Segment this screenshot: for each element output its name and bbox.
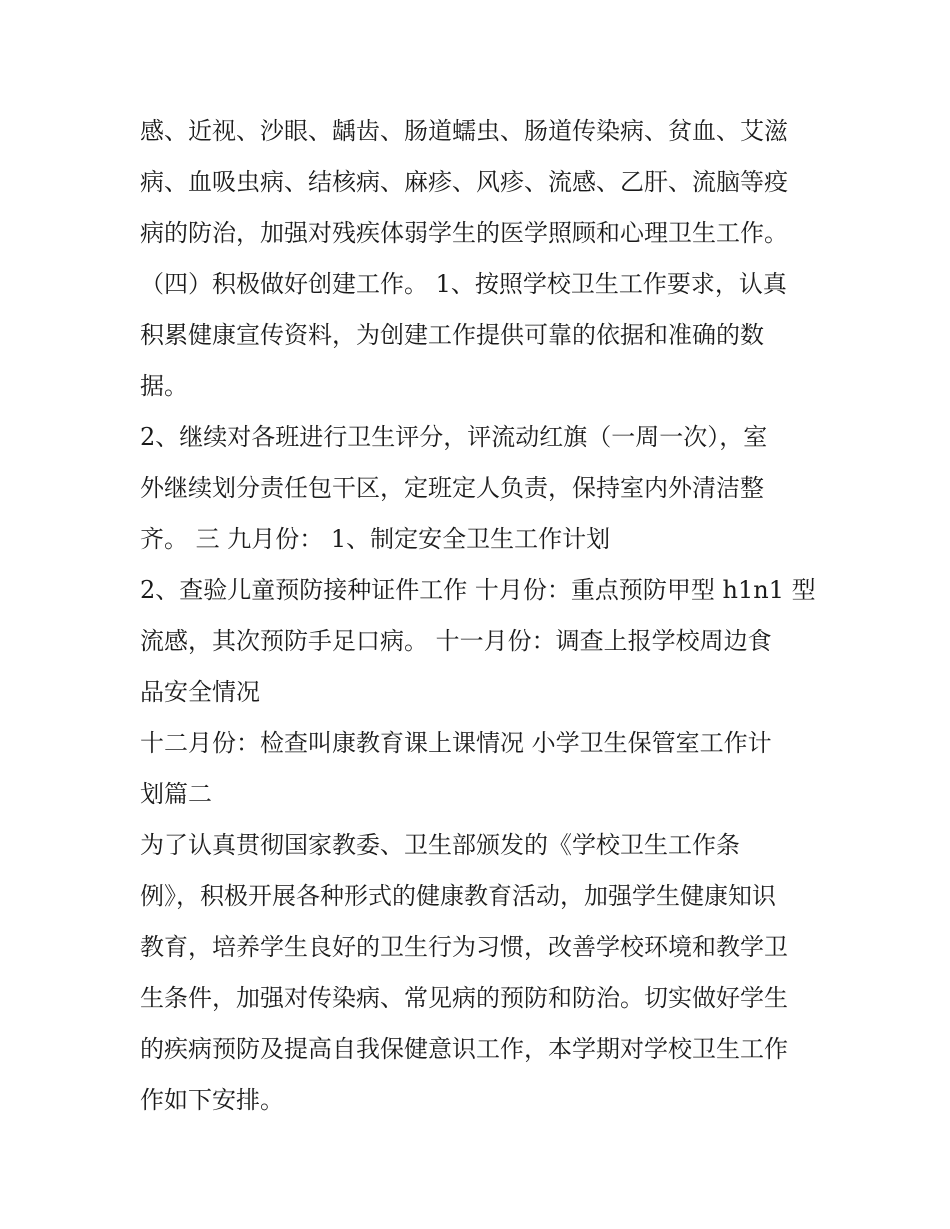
text-line: 生条件，加强对传染病、常见病的预防和防治。切实做好学生 (140, 984, 788, 1012)
text-line: 感、近视、沙眼、龋齿、肠道蠕虫、肠道传染病、贫血、艾滋 (140, 117, 788, 145)
text-line: 齐。 三 九月份： 1、制定安全卫生工作计划 (140, 525, 611, 553)
text-line: 病、血吸虫病、结核病、麻疹、风疹、流感、乙肝、流脑等疫 (140, 168, 788, 196)
text-line: 例》，积极开展各种形式的健康教育活动，加强学生健康知识 (140, 882, 776, 910)
text-line: 划篇二 (140, 780, 212, 808)
text-line: 十二月份：检查叫康教育课上课情况 小学卫生保管室工作计 (140, 729, 772, 757)
text-line: 教育，培养学生良好的卫生行为习惯，改善学校环境和教学卫 (140, 933, 788, 961)
text-line: 流感，其次预防手足口病。 十一月份：调查上报学校周边食 (140, 627, 772, 655)
text-line: 作如下安排。 (140, 1086, 284, 1114)
text-line: 的疾病预防及提高自我保健意识工作，本学期对学校卫生工作 (140, 1035, 788, 1063)
text-line: 品安全情况 (140, 678, 260, 706)
text-line: 病的防治，加强对残疾体弱学生的医学照顾和心理卫生工作。 (140, 219, 788, 247)
text-line: 为了认真贯彻国家教委、卫生部颁发的《学校卫生工作条 (140, 831, 740, 859)
text-line: 外继续划分责任包干区，定班定人负责，保持室内外清洁整 (140, 474, 764, 502)
text-line: 积累健康宣传资料，为创建工作提供可靠的依据和准确的数 (140, 321, 764, 349)
document-body (140, 108, 830, 1128)
text-line: （四）积极做好创建工作。 1、按照学校卫生工作要求，认真 (140, 270, 787, 298)
text-line: 据。 (140, 372, 188, 400)
text-line: 2、查验儿童预防接种证件工作 十月份：重点预防甲型 h1n1 型 (140, 576, 816, 604)
text-line: 2、继续对各班进行卫生评分，评流动红旗（一周一次），室 (140, 423, 768, 451)
